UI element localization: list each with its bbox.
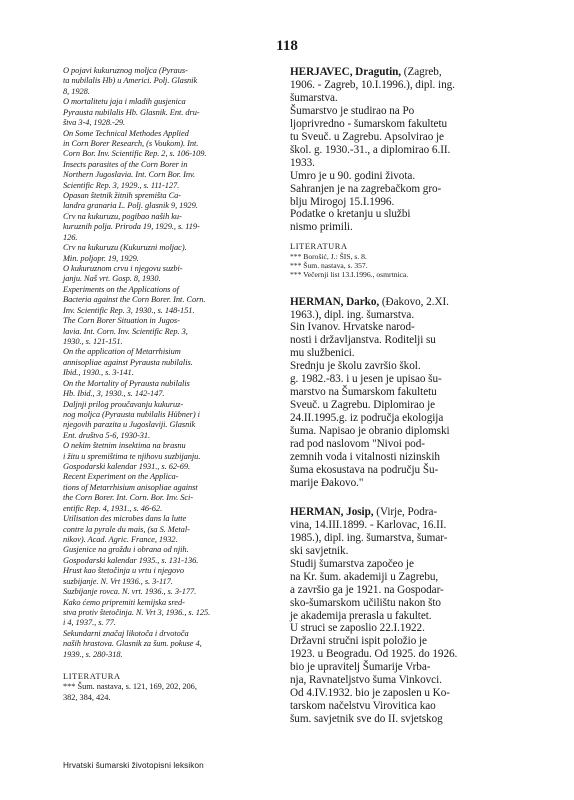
bibliography-line: The Corn Borer Situation in Jugos-	[63, 316, 180, 326]
entry-text-line: 1985.), dipl. ing. šumarstva, šumar-	[290, 531, 448, 544]
bibliography-line: Recent Experiment on the Applica-	[63, 472, 179, 482]
entry-text-line: 1963.), dipl. ing. šumarstva.	[290, 308, 415, 321]
bibliography-line: Hrust kao štetočinja u vrtu i njegovo	[63, 566, 184, 576]
entry-text-line: Umro je u 90. godini života.	[290, 169, 416, 182]
bibliography-line: Kako ćemo pripremiti kemijska sred-	[63, 597, 185, 607]
bibliography-line: Experiments on the Applications of	[63, 284, 179, 294]
entry-text-line: Srednju je školu završio škol.	[290, 360, 421, 373]
bibliography-line: entific Rep. 4, 1931., s. 46-62.	[63, 503, 163, 513]
bibliography-line: landra granaria L. Polj. glasnik 9, 1929.	[63, 201, 198, 211]
bibliography-line: contre la pyrale du mais, (sa S. Metal-	[63, 524, 190, 534]
bibliography-line: O pojavi kukuruznog moljca (Pyraus-	[63, 66, 188, 75]
entry-text-line: nismo primili.	[290, 221, 353, 234]
bibliography-line: in Corn Borer Research, (s Voukom). Int.	[63, 138, 199, 148]
entry-text-line: tarskom načelstvu Virovitica kao	[290, 700, 436, 713]
entry-name: HERJAVEC, Dragutin,	[290, 66, 404, 78]
page-footer: Hrvatski šumarski životopisni leksikon	[63, 761, 204, 770]
entry-heading-herman-josip	[290, 506, 516, 519]
bibliography-line: 1939., s. 280-318.	[63, 649, 123, 659]
bibliography-line: Pyrausta nubilalis Hb. Glasnik. Ent. dru-	[63, 107, 200, 117]
left-column	[63, 66, 277, 703]
entry-text-line: a završio ga je 1921. na Gospodar-	[290, 583, 444, 596]
entry-text-line: Studij šumarstva započeo je	[290, 557, 414, 570]
entry-text-line: Šumarstvo je studirao na Po	[290, 104, 415, 117]
entry-text-line: šuma ekosustava na području Šu-	[290, 463, 439, 476]
literature-heading: LITERATURA	[290, 242, 348, 252]
bibliography-line: Crv na kukuruzu, pogibao naših ku-	[63, 211, 182, 221]
entry-heading-herjavec	[290, 66, 516, 79]
bibliography-line: Scientific Rep. 3, 1929., s. 111-127.	[63, 180, 180, 190]
bibliography-line: Northern Jugoslavia. Int. Corn Bor. Inv.	[63, 170, 196, 180]
bibliography-line: nog moljca (Pyrausta nubilalis Hübner) i	[63, 409, 200, 419]
literature-line: *** Šum. nastava, s. 121, 169, 202, 206,	[63, 682, 197, 692]
bibliography-line: Hb. Ibid., 3, 1930., s. 142-147.	[63, 389, 165, 399]
bibliography-line: Daljnji prilog proučavanju kukuruz-	[63, 399, 184, 409]
entry-text-line: na Kr. šum. akademiji u Zagrebu,	[290, 570, 439, 583]
bibliography-line: Bacteria against the Corn Borer. Int. Corn.	[63, 295, 206, 305]
bibliography-line: tions of Metarrhisium anisopliae against	[63, 482, 198, 492]
bibliography-line: i 4, 1937., s. 77.	[63, 618, 116, 628]
bibliography-line: Min. poljopr. 19, 1929.	[63, 253, 139, 263]
bibliography-line: Ent. društva 5-6, 1930-31.	[63, 430, 151, 440]
literature-heading: LITERATURA	[63, 672, 121, 682]
bibliography-line: Suzbijanje rovca. N. vrt. 1936., s. 3-177.	[63, 587, 197, 597]
bibliography-line: 1930., s. 121-151.	[63, 336, 123, 346]
bibliography-line: On the Mortality of Pyrausta nubilalis	[63, 378, 190, 388]
bibliography-line: Crv na kukuruzu (Kukuruzni moljac).	[63, 243, 187, 253]
entry-text-line: ljoprivredno - šumarskom fakultetu	[290, 117, 448, 130]
entry-text-line: marstvo na Šumarskom fakultetu	[290, 386, 437, 399]
entry-text-line: rad pod naslovom "Nivoi pod-	[290, 438, 425, 451]
entry-text-line: sko-šumarskom učilištu nakon što	[290, 596, 441, 609]
entry-text-line: Od 4.IV.1932. bio je zaposlen u Ko-	[290, 687, 450, 700]
bibliography-line: janju. Naš vrt. Gosp. 8, 1930.	[63, 274, 161, 284]
bibliography-line: O kukuruznom crvu i njegovu suzbi-	[63, 264, 183, 274]
bibliography-line: njegovih parazita u Jugoslaviji. Glasnik	[63, 420, 196, 430]
bibliography-line: Gospodarski kalendar 1935., s. 131-136.	[63, 555, 199, 565]
bibliography-line: kuruznih polja. Priroda 19, 1929., s. 119-	[63, 222, 200, 232]
bibliography-line: štva 3-4, 1928.-29.	[63, 118, 126, 128]
literature-line: *** Borošić, J.: ŠIS, s. 8.	[290, 251, 367, 261]
bibliography-line: Insects parasites of the Corn Borer in	[63, 159, 188, 169]
entry-text-line: g. 1982.-83. i u jesen je upisao šu-	[290, 373, 442, 386]
entry-text-line: šumarstva.	[290, 91, 338, 104]
bibliography-line: suzbijanje. N. Vrt 1936., s. 3-117.	[63, 576, 173, 586]
entry-dates: (Virje, Podra-	[376, 505, 438, 518]
bibliography-line: naših hrastova. Glasnik za šum. pokuse 4,	[63, 639, 202, 649]
spacer	[63, 660, 277, 672]
bibliography-line: the Corn Borer. Int. Corn. Bor. Inv. Sci-	[63, 493, 194, 503]
entry-text-line: Državni stručni ispit položio je	[290, 635, 427, 648]
entry-text-line: tu Sveuč. u Zagrebu. Apsolvirao je	[290, 130, 444, 143]
bibliography-line: i žitu u spremištima te njihovu suzbijanju.	[63, 451, 201, 461]
entry-text-line: ski savjetnik.	[290, 544, 349, 557]
bibliography-line: On Some Technical Methodes Applied	[63, 128, 189, 138]
bibliography-line: stva protiv štetočinja. N. Vrt 3, 1936., s. 125.	[63, 607, 211, 617]
entry-heading-herman-darko	[290, 296, 516, 309]
literature-line: 382, 384, 424.	[63, 692, 111, 702]
page-number: 118	[276, 38, 298, 54]
bibliography-line: Inv. Scientific Rep. 3, 1930., s. 148-151.	[63, 305, 195, 315]
entry-text-line: 1906. - Zagreb, 10.I.1996.), dipl. ing.	[290, 78, 455, 91]
bibliography-line: Utilisation des microbes dans la lutte	[63, 514, 187, 524]
spacer	[290, 490, 516, 506]
entry-text-line: Sveuč. u Zagrebu. Diplomirao je	[290, 399, 436, 412]
entry-text-line: marije Đakovo."	[290, 476, 364, 489]
entry-text-line: 1933.	[290, 156, 315, 169]
entry-text-line: mu službenici.	[290, 347, 355, 360]
bibliography-line: annisopliae against Pyrausta nubilalis.	[63, 357, 193, 367]
bibliography-line: ta nubilalis Hb) u Americi. Polj. Glasnik	[63, 76, 198, 86]
entry-name: HERMAN, Darko,	[290, 295, 382, 308]
bibliography-line: O nekim štetnim insektima na brasnu	[63, 441, 186, 451]
bibliography-line: On the application of Metarrhisium	[63, 347, 181, 357]
bibliography-line: Ibid., 1930., s. 3-141.	[63, 368, 134, 378]
bibliography-line: lavia. Int. Corn. Inv. Scientific Rep. 3,	[63, 326, 188, 336]
entry-text-line: Sin Ivanov. Hrvatske narod-	[290, 321, 415, 334]
entry-text-line: Sahranjen je na zagrebačkom gro-	[290, 182, 442, 195]
entry-text-line: nja, Ravnateljstvo šuma Vinkovci.	[290, 674, 442, 687]
entry-dates: (Đakovo, 2.XI.	[381, 295, 449, 308]
literature-line: *** Šum. nastava, s. 357.	[290, 260, 368, 270]
spacer	[290, 280, 516, 296]
entry-text-line: 24.II.1995.g. iz područja ekologija	[290, 412, 444, 425]
bibliography-line: Sekundarni značaj likotoča i drvotoča	[63, 628, 189, 638]
entry-text-line: 1923. u Beogradu. Od 1925. do 1926.	[290, 648, 458, 661]
right-column	[290, 66, 516, 726]
bibliography-line: O mortalitetu jaja i mladih gusjenica	[63, 97, 186, 107]
bibliography-line: 8, 1928.	[63, 86, 90, 96]
entry-name: HERMAN, Josip,	[290, 505, 377, 518]
literature-line: *** Večernji list 13.I.1996., osmrtnica.	[290, 270, 409, 280]
entry-text-line: škol. g. 1930.-31., a diplomirao 6.II.	[290, 143, 451, 156]
entry-text-line: šuma. Napisao je obranio diplomski	[290, 425, 450, 438]
entry-text-line: zemnih voda i vitalnosti nizinskih	[290, 451, 440, 464]
entry-text-line: bio je upravitelj Šumarije Vrba-	[290, 661, 431, 674]
bibliography-line: Corn Bor. Inv. Scientific Rep. 2, s. 106-109.	[63, 149, 207, 159]
spacer	[290, 234, 516, 242]
bibliography-line: Opasan štetnik žitnih spremišta Ca-	[63, 191, 181, 201]
bibliography-line: Gospodarski kalendar 1931., s. 62-69.	[63, 462, 191, 472]
entry-text-line: U struci se zaposlio 22.I.1922.	[290, 622, 425, 635]
bibliography-line: nikov). Acad. Agric. France, 1932.	[63, 534, 178, 544]
entry-dates: (Zagreb,	[403, 66, 442, 78]
entry-text-line: blju Mirogoj 15.I.1996.	[290, 195, 395, 208]
entry-text-line: vina, 14.III.1899. - Karlovac, 16.II.	[290, 518, 447, 531]
bibliography-line: Gusjenice na grožđu i obrana od njih.	[63, 545, 189, 555]
entry-text-line: nosti i državljanstva. Roditelji su	[290, 334, 436, 347]
entry-text-line: je akademija prerasla u fakultet.	[290, 609, 432, 622]
entry-text-line: Podatke o kretanju u službi	[290, 208, 411, 221]
entry-text-line: šum. savjetnik sve do II. svjetskog	[290, 713, 443, 726]
bibliography-line: 126.	[63, 232, 78, 242]
